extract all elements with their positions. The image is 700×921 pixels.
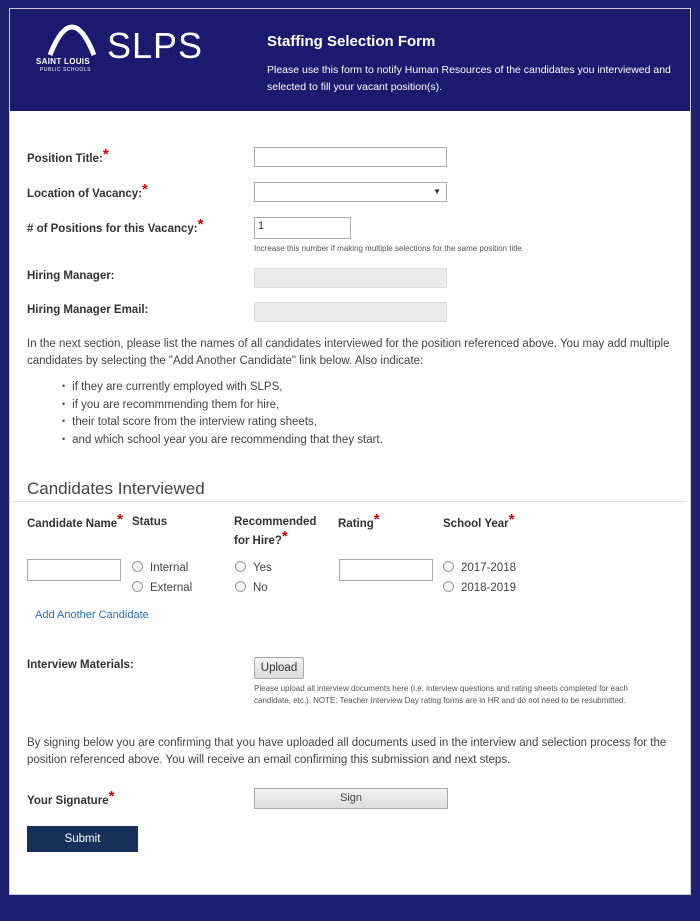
position-title-label — [27, 146, 109, 166]
school-year-2018-radio[interactable] — [443, 581, 516, 594]
add-another-candidate-link[interactable]: Add Another Candidate — [35, 609, 149, 621]
slps-logo — [32, 23, 204, 79]
recommended-no-radio[interactable] — [235, 581, 268, 594]
signature-label-text: Your Signature — [27, 795, 109, 807]
recommended-yes-radio[interactable] — [235, 561, 272, 574]
num-positions-label — [27, 216, 204, 236]
arch-icon — [42, 17, 102, 57]
interview-materials-label: Interview Materials: — [27, 659, 134, 671]
location-label — [27, 181, 148, 201]
radio-circle — [132, 581, 143, 592]
chevron-down-icon: ▼ — [433, 187, 441, 196]
radio-label: 2017-2018 — [461, 562, 516, 574]
required-marker: * — [117, 511, 123, 528]
hiring-manager-email-label: Hiring Manager Email: — [27, 304, 149, 316]
rating-input[interactable] — [339, 559, 433, 581]
position-title-label-text: Position Title: — [27, 153, 103, 165]
list-item: • and which school year you are recommending that they start. — [62, 432, 383, 450]
col-header-candidate-name — [27, 511, 123, 533]
radio-label: External — [150, 582, 193, 594]
form-panel — [9, 111, 691, 895]
logo-subtitle-city: SAINT LOUIS — [36, 57, 90, 66]
radio-circle — [443, 561, 454, 572]
status-external-radio[interactable] — [132, 581, 192, 594]
hiring-manager-input — [254, 268, 447, 288]
school-year-2017-radio[interactable] — [443, 561, 516, 574]
radio-circle — [443, 581, 454, 592]
col-header-rating-text: Rating — [338, 518, 374, 530]
hiring-manager-email-input — [254, 302, 447, 322]
radio-label: Internal — [150, 562, 189, 574]
candidates-section-title: Candidates Interviewed — [27, 479, 205, 498]
radio-label: Yes — [253, 562, 272, 574]
col-header-recommended-text: Recommended for Hire? — [234, 516, 317, 547]
col-header-school-year — [443, 511, 515, 533]
required-marker: * — [508, 511, 515, 528]
col-header-status: Status — [132, 516, 168, 528]
radio-circle — [132, 561, 143, 572]
section-divider — [14, 501, 686, 502]
col-header-school-year-text: School Year — [443, 518, 509, 530]
required-marker: * — [373, 511, 380, 528]
radio-label: 2018-2019 — [461, 582, 516, 594]
form-header — [9, 8, 691, 111]
required-marker: * — [102, 146, 109, 163]
candidate-name-input[interactable] — [27, 559, 121, 581]
position-title-input[interactable] — [254, 147, 447, 167]
logo-wordmark: SLPS — [107, 25, 204, 66]
num-positions-hint: Increase this number if making multiple selections for the same position title. — [254, 244, 524, 253]
instructions-text: In the next section, please list the names of all candidates interviewed for the position referenced above. You may add multiple candidates by selecting the "Add Another Candidate" link below. Also indicate: — [27, 338, 670, 367]
list-item: • if they are currently employed with SLPS, — [62, 379, 383, 397]
sign-button[interactable]: Sign — [254, 788, 448, 809]
confirmation-text: By signing below you are confirming that you have uploaded all documents used in the interview and selection process for the position referenced above. You will receive an email confirming this submission and next steps. — [27, 737, 667, 766]
status-internal-radio[interactable] — [132, 561, 188, 574]
radio-circle — [235, 581, 246, 592]
logo-subtitle-schools: PUBLIC SCHOOLS — [40, 67, 91, 73]
required-marker: * — [197, 216, 204, 233]
required-marker: * — [142, 181, 148, 198]
col-header-candidate-name-text: Candidate Name — [27, 518, 118, 530]
signature-label — [27, 788, 115, 808]
upload-button[interactable]: Upload — [254, 657, 304, 679]
submit-button[interactable]: Submit — [27, 826, 138, 852]
list-item: • if you are recommmending them for hire, — [62, 397, 383, 415]
location-select[interactable] — [254, 182, 447, 202]
required-marker: * — [281, 528, 288, 545]
num-positions-label-text: # of Positions for this Vacancy: — [27, 223, 198, 235]
num-positions-input[interactable]: 1 — [254, 217, 351, 239]
location-label-text: Location of Vacancy: — [27, 188, 143, 200]
form-title: Staffing Selection Form — [267, 33, 436, 50]
list-item: • their total score from the interview rating sheets, — [62, 414, 383, 432]
radio-circle — [235, 561, 246, 572]
instruction-bullets — [62, 379, 383, 449]
col-header-rating — [338, 511, 380, 533]
upload-hint: Please upload all interview documents here (i.e. interview questions and rating sheets completed for each candidate, etc.). NOTE: Teacher Interview Day rating forms are in HR and do not need to be resubmitted. — [254, 684, 628, 705]
radio-label: No — [253, 582, 268, 594]
required-marker: * — [108, 788, 115, 805]
col-header-recommended — [234, 513, 334, 550]
form-description: Please use this form to notify Human Resources of the candidates you interviewed and selected to fill your vacant position(s). — [267, 64, 671, 93]
hiring-manager-label: Hiring Manager: — [27, 270, 115, 282]
